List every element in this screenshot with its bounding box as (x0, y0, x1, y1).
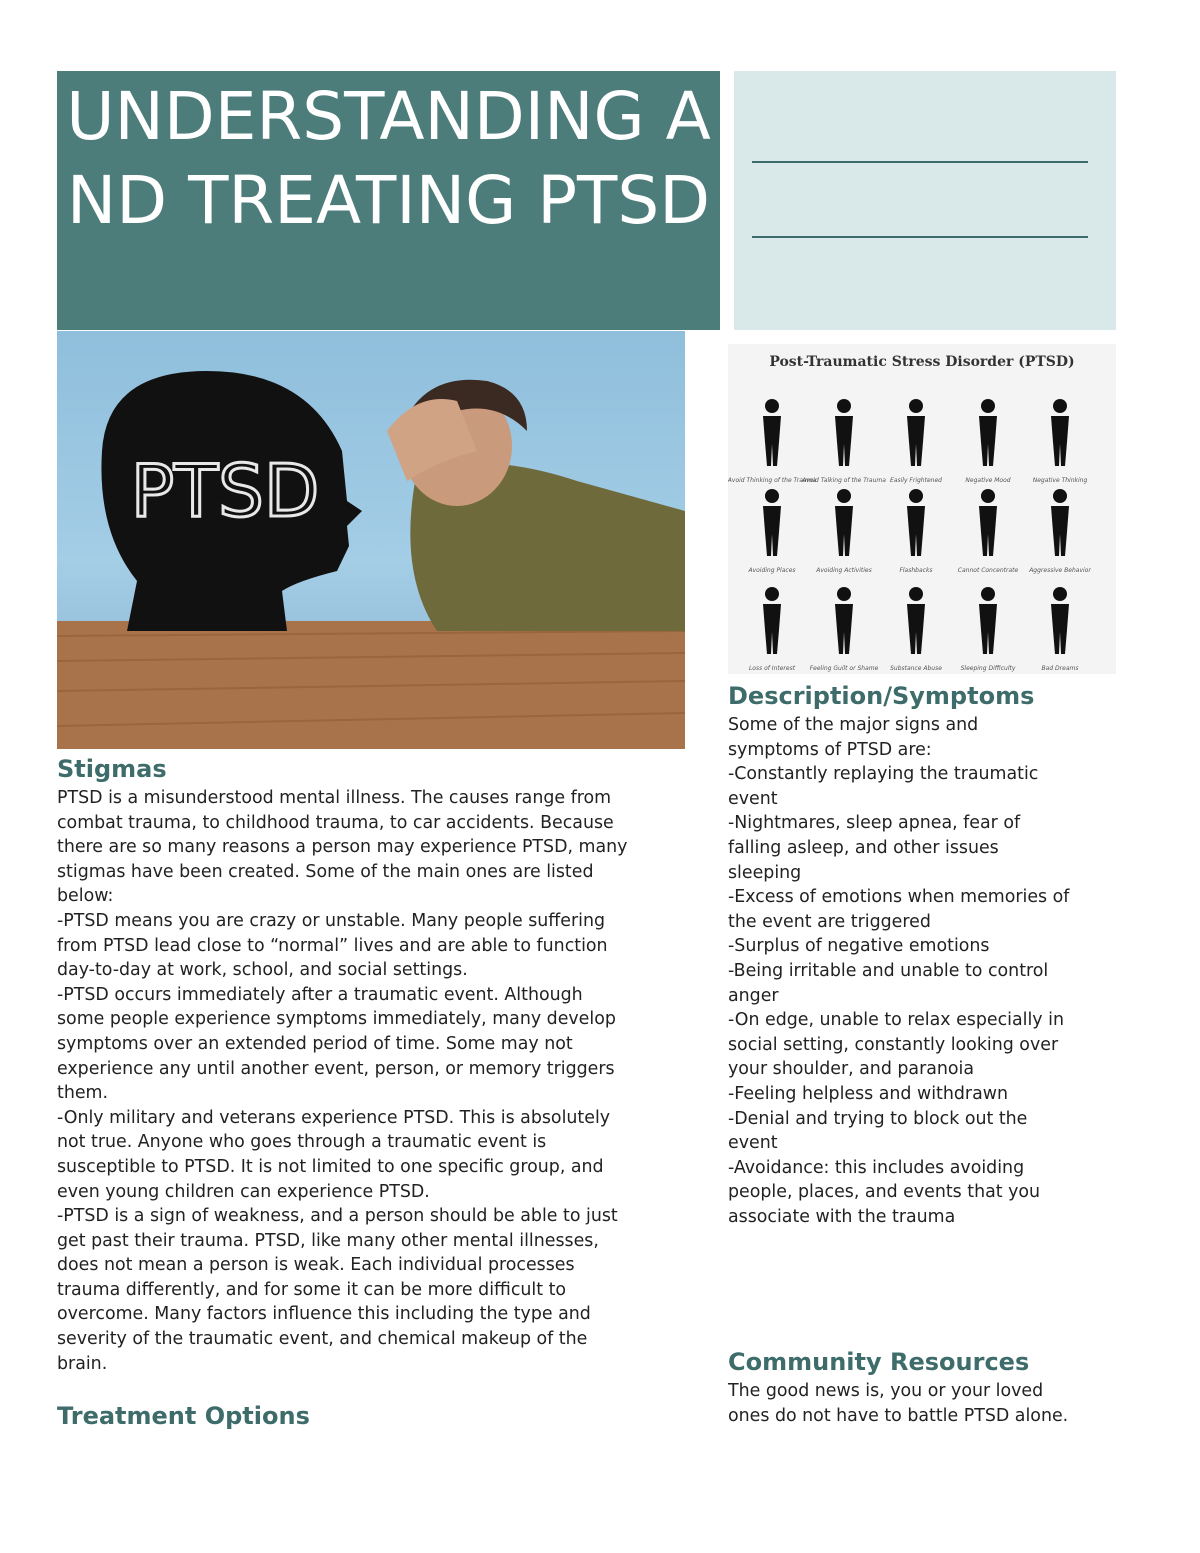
infographic-figure (763, 587, 781, 654)
symptoms-line: your shoulder, and paranoia (728, 1059, 975, 1080)
infographic-label: Flashbacks (899, 567, 933, 574)
symptoms-line: -Being irritable and unable to control (728, 960, 1049, 981)
infographic-figure (1051, 489, 1069, 556)
symptoms-line: Some of the major signs and (728, 715, 979, 735)
stigmas-line: day-to-day at work, school, and social settings. (57, 960, 468, 981)
stigmas-line: trauma differently, and for some it can be more difficult to (57, 1279, 567, 1300)
infographic-label: Feeling Guilt or Shame (809, 665, 879, 672)
symptoms-line: -Denial and trying to block out the (728, 1108, 1028, 1129)
stigmas-line: symptoms over an extended period of time. Some may not (57, 1033, 573, 1054)
infographic-figure (907, 587, 925, 654)
symptoms-heading: Description/Symptoms (728, 682, 1035, 710)
stigmas-line: -Only military and veterans experience PTSD. This is absolutely (57, 1107, 611, 1128)
stigmas-line: overcome. Many factors influence this including the type and (57, 1304, 591, 1325)
symptoms-line: people, places, and events that you (728, 1182, 1041, 1203)
symptoms-line: social setting, constantly looking over (728, 1034, 1059, 1055)
stigmas-line: them. (57, 1083, 109, 1104)
infographic-label: Cannot Concentrate (957, 567, 1019, 574)
infographic-label: Avoid Thinking of the Trauma (728, 477, 817, 484)
community-text (728, 1379, 1148, 1428)
infographic-label: Avoid Talking of the Trauma (802, 477, 886, 484)
ptsd-infographic (728, 344, 1116, 674)
infographic-figure (835, 489, 853, 556)
community-heading: Community Resources (728, 1348, 1030, 1376)
infographic-label: Avoiding Activities (816, 567, 872, 574)
symptoms-line: the event are triggered (728, 911, 931, 932)
stigmas-line: combat trauma, to childhood trauma, to car accidents. Because (57, 812, 614, 833)
infographic-figure (907, 489, 925, 556)
stigmas-line: PTSD is a misunderstood mental illness. The causes range from (57, 788, 612, 808)
infographic-label: Avoiding Places (748, 567, 796, 574)
infographic-label: Sleeping Difficulty (960, 665, 1016, 672)
community-line: ones do not have to battle PTSD alone. (728, 1405, 1069, 1426)
stigmas-line: even young children can experience PTSD. (57, 1181, 430, 1202)
community-line: The good news is, you or your loved (728, 1381, 1044, 1401)
infographic-label: Easily Frightened (890, 477, 942, 484)
infographic-figure (979, 489, 997, 556)
head-text: PTSD (130, 449, 320, 533)
infographic-label: Aggressive Behavior (1029, 567, 1091, 574)
stigmas-line: stigmas have been created. Some of the main ones are listed (57, 861, 594, 882)
stigmas-line: -PTSD is a sign of weakness, and a person should be able to just (57, 1206, 618, 1227)
stigmas-line: from PTSD lead close to “normal” lives and are able to function (57, 935, 608, 956)
infographic-figure (979, 399, 997, 466)
symptoms-text (728, 713, 1128, 1229)
infographic-label: Bad Dreams (1041, 665, 1079, 672)
stigmas-heading: Stigmas (57, 755, 167, 783)
infographic-figure (835, 399, 853, 466)
infographic-figure (835, 587, 853, 654)
infographic-figure (763, 489, 781, 556)
symptoms-line: -Surplus of negative emotions (728, 936, 990, 957)
stigmas-line: brain. (57, 1353, 108, 1374)
stigmas-line: severity of the traumatic event, and chemical makeup of the (57, 1329, 588, 1350)
symptoms-line: -On edge, unable to relax especially in (728, 1010, 1064, 1031)
side-panel (734, 71, 1116, 330)
page-title: UNDERSTANDING AND TREATING PTSD (57, 71, 720, 330)
symptoms-line: -Nightmares, sleep apnea, fear of (728, 813, 1021, 834)
symptoms-line: sleeping (728, 862, 802, 883)
blank-line-2 (752, 236, 1088, 238)
symptoms-line: -Avoidance: this includes avoiding (728, 1157, 1025, 1178)
symptoms-line: -Excess of emotions when memories of (728, 887, 1070, 908)
stigmas-line: below: (57, 886, 114, 907)
infographic-label: Negative Mood (965, 477, 1011, 484)
infographic-label: Negative Thinking (1032, 477, 1088, 484)
stigmas-line: there are so many reasons a person may experience PTSD, many (57, 837, 628, 858)
stigmas-line: experience any until another event, person, or memory triggers (57, 1058, 615, 1079)
treatment-heading: Treatment Options (57, 1402, 310, 1430)
infographic-label: Substance Abuse (890, 665, 942, 672)
infographic-figure (907, 399, 925, 466)
stigmas-line: does not mean a person is weak. Each individual processes (57, 1255, 575, 1276)
infographic-figures (728, 344, 1116, 674)
symptoms-line: -Constantly replaying the traumatic (728, 764, 1039, 785)
symptoms-line: symptoms of PTSD are: (728, 739, 932, 760)
symptoms-line: associate with the trauma (728, 1206, 956, 1227)
symptoms-line: event (728, 788, 778, 809)
blank-line-1 (752, 161, 1088, 163)
symptoms-line: event (728, 1133, 778, 1154)
infographic-title: Post-Traumatic Stress Disorder (PTSD) (769, 354, 1075, 370)
symptoms-line: falling asleep, and other issues (728, 837, 999, 858)
stigmas-text (57, 786, 707, 1376)
symptoms-line: -Feeling helpless and withdrawn (728, 1083, 1008, 1104)
infographic-label: Loss of Interest (748, 665, 796, 672)
ptsd-photo (57, 331, 685, 749)
infographic-figure (979, 587, 997, 654)
stigmas-line: -PTSD means you are crazy or unstable. Many people suffering (57, 910, 606, 931)
stigmas-line: -PTSD occurs immediately after a traumatic event. Although (57, 984, 583, 1005)
infographic-figure (1051, 399, 1069, 466)
stigmas-line: some people experience symptoms immediately, many develop (57, 1009, 616, 1030)
infographic-figure (763, 399, 781, 466)
infographic-figure (1051, 587, 1069, 654)
stigmas-line: susceptible to PTSD. It is not limited to one specific group, and (57, 1156, 604, 1177)
stigmas-line: not true. Anyone who goes through a traumatic event is (57, 1132, 547, 1153)
stigmas-line: get past their trauma. PTSD, like many other mental illnesses, (57, 1230, 599, 1251)
symptoms-line: anger (728, 985, 779, 1006)
